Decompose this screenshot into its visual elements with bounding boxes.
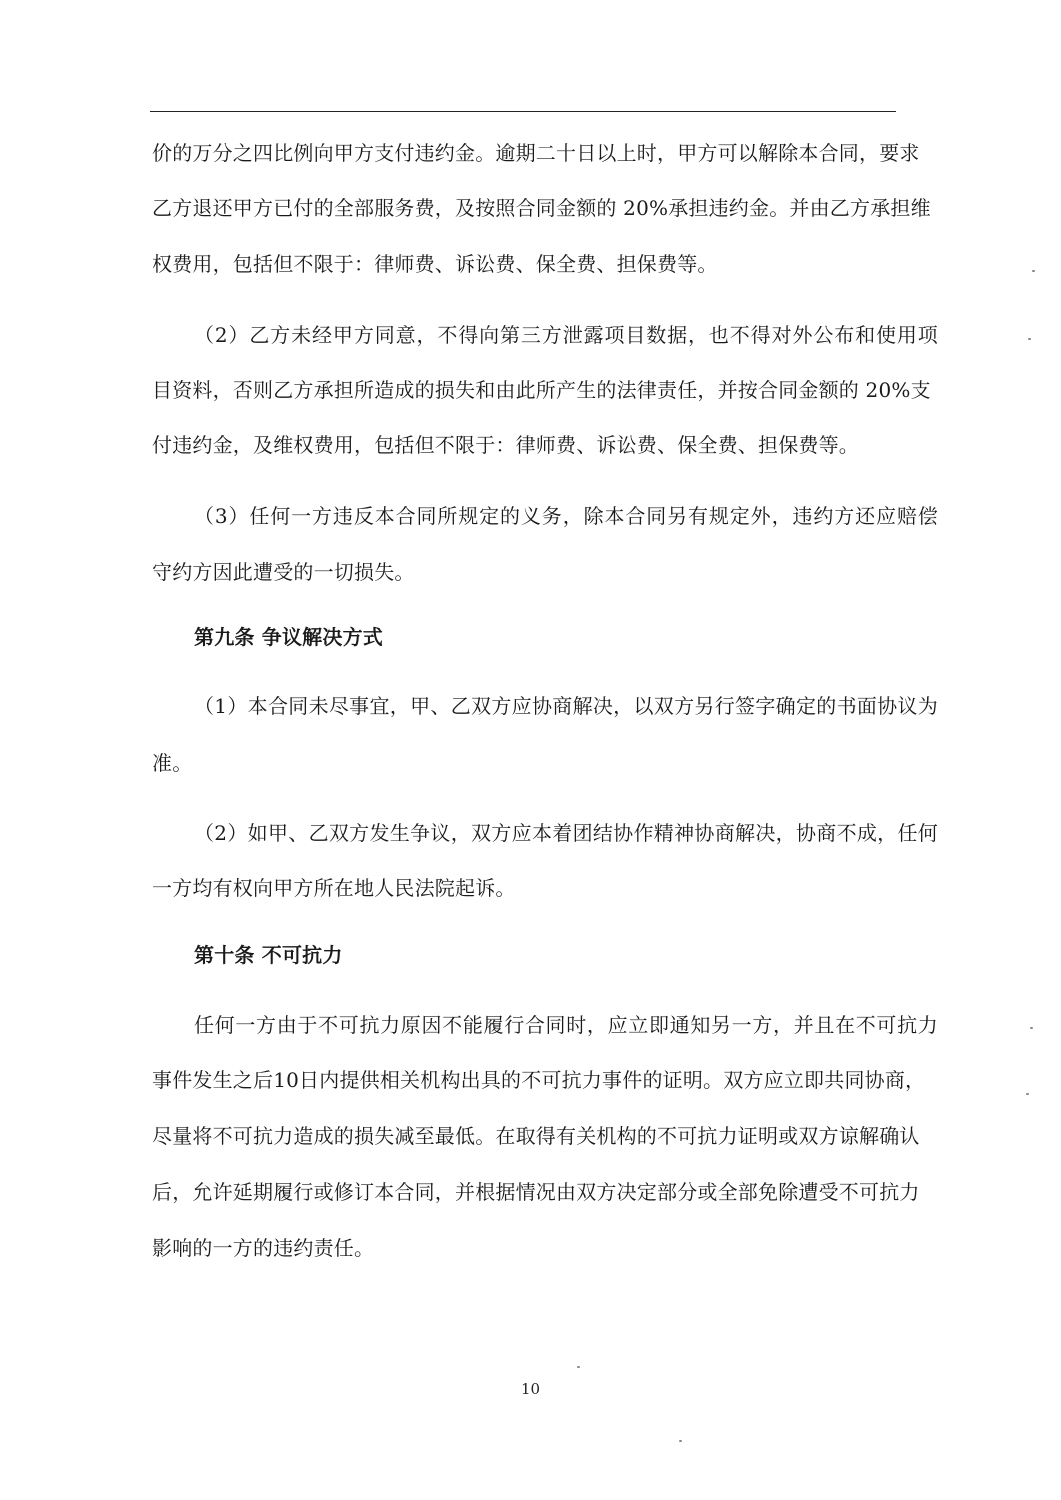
- body-line: 事件发生之后10日内提供相关机构出具的不可抗力事件的证明。双方应立即共同协商，: [152, 1068, 926, 1092]
- scan-speck: [679, 1440, 682, 1442]
- body-line: 权费用，包括但不限于：律师费、诉讼费、保全费、担保费等。: [152, 252, 718, 276]
- header-rule: [150, 111, 896, 112]
- body-line: 尽量将不可抗力造成的损失减至最低。在取得有关机构的不可抗力证明或双方谅解确认: [152, 1124, 920, 1148]
- scan-speck: [1030, 1027, 1033, 1029]
- section-heading: 第九条 争议解决方式: [194, 625, 383, 649]
- clause-line: （1）本合同未尽事宜，甲、乙双方应协商解决，以双方另行签字确定的书面协议为: [194, 694, 938, 718]
- scan-speck: [1028, 338, 1031, 340]
- body-line: 乙方退还甲方已付的全部服务费，及按照合同金额的 20%承担违约金。并由乙方承担维: [152, 196, 931, 220]
- clause-line: 任何一方由于不可抗力原因不能履行合同时，应立即通知另一方，并且在不可抗力: [194, 1013, 938, 1037]
- body-line: 准。: [152, 751, 193, 775]
- clause-line: （3）任何一方违反本合同所规定的义务，除本合同另有规定外，违约方还应赔偿: [194, 504, 938, 528]
- scan-speck: [1026, 1093, 1029, 1095]
- scan-speck: [577, 1366, 580, 1368]
- body-line: 价的万分之四比例向甲方支付违约金。逾期二十日以上时，甲方可以解除本合同，要求: [152, 141, 920, 165]
- section-heading: 第十条 不可抗力: [194, 943, 343, 967]
- body-line: 付违约金，及维权费用，包括但不限于：律师费、诉讼费、保全费、担保费等。: [152, 433, 859, 457]
- body-line: 目资料，否则乙方承担所造成的损失和由此所产生的法律责任，并按合同金额的 20%支: [152, 378, 931, 402]
- clause-line: （2）乙方未经甲方同意，不得向第三方泄露项目数据，也不得对外公布和使用项: [194, 323, 938, 347]
- scan-speck: [1032, 270, 1035, 272]
- clause-line: （2）如甲、乙双方发生争议，双方应本着团结协作精神协商解决，协商不成，任何: [194, 821, 938, 845]
- body-line: 一方均有权向甲方所在地人民法院起诉。: [152, 876, 516, 900]
- body-line: 守约方因此遭受的一切损失。: [152, 560, 415, 584]
- page-number: 10: [520, 1380, 541, 1398]
- body-line: 后，允许延期履行或修订本合同，并根据情况由双方决定部分或全部免除遭受不可抗力: [152, 1180, 920, 1204]
- body-line: 影响的一方的违约责任。: [152, 1236, 375, 1260]
